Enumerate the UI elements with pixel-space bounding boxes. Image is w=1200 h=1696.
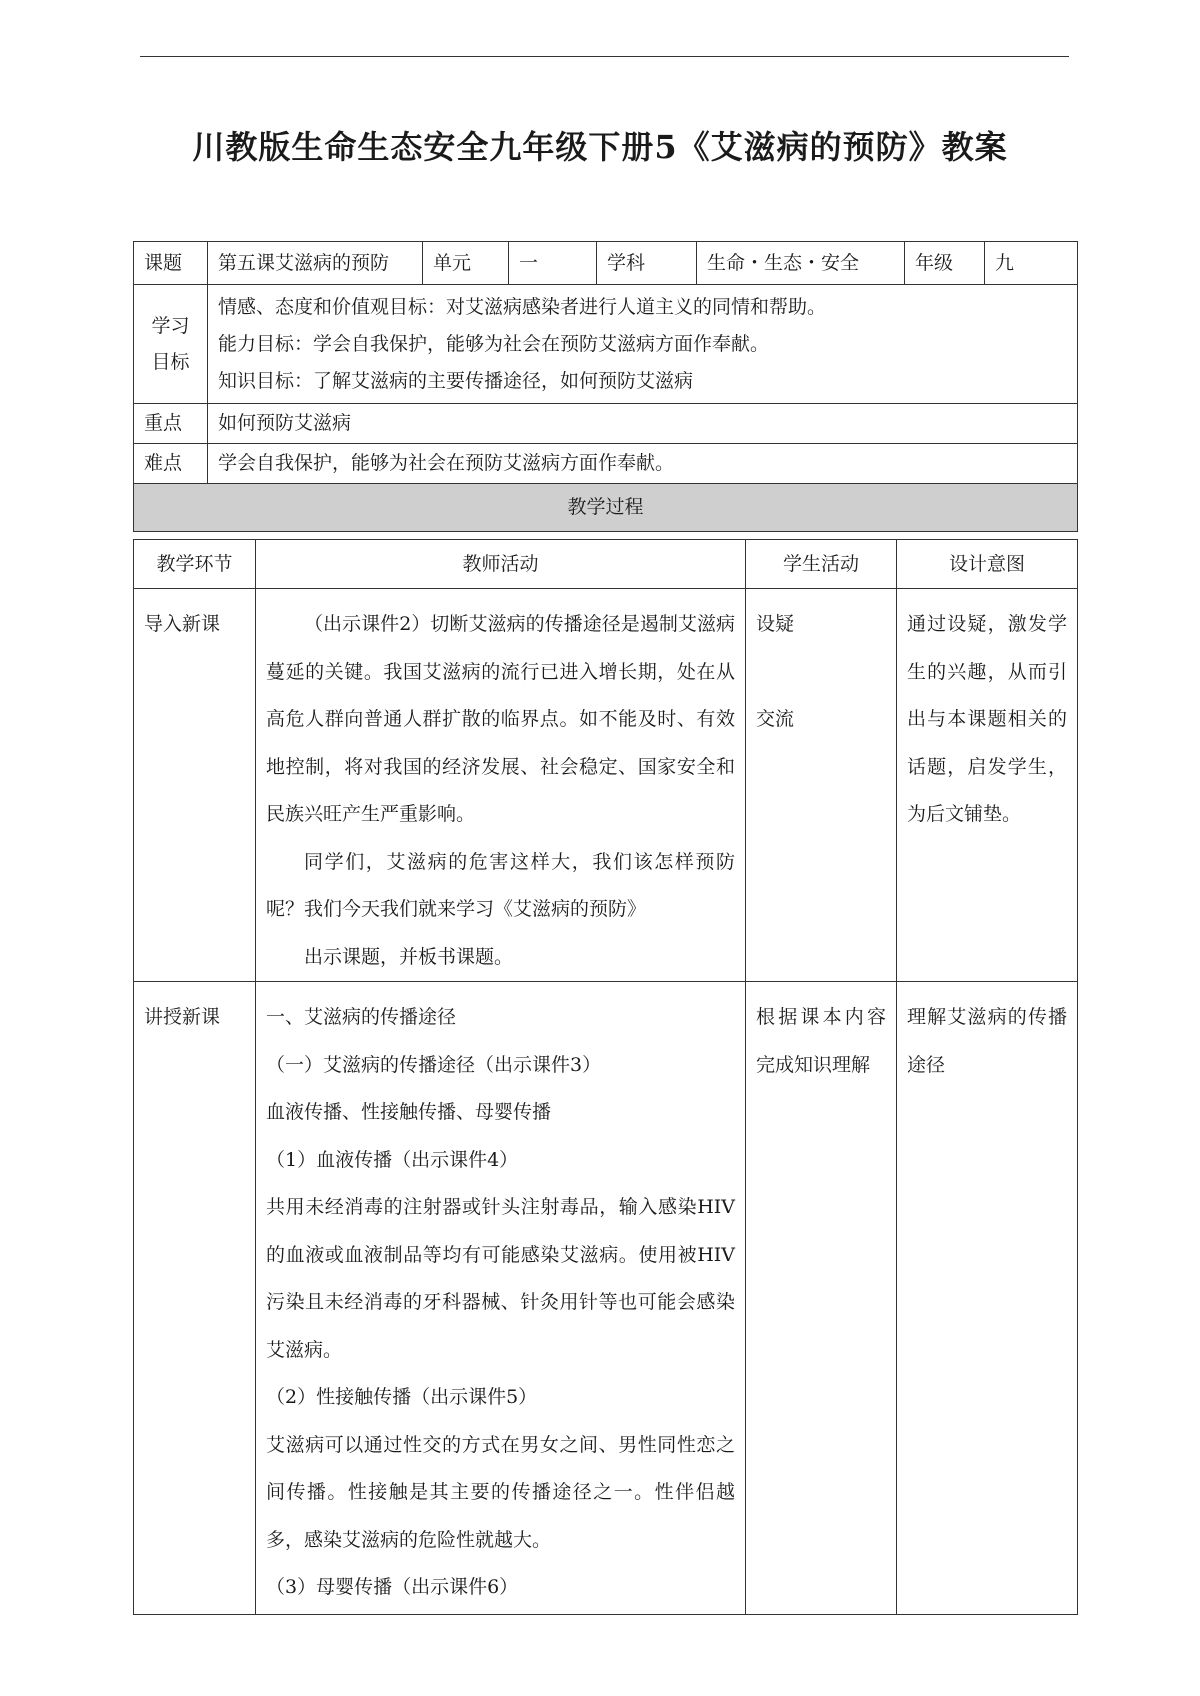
table-row [134, 589, 1078, 982]
teacher-paragraph: （出示课件2）切断艾滋病的传播途径是遏制艾滋病蔓延的关键。我国艾滋病的流行已进入增长期，处在从高危人群向普通人群扩散的临界点。如不能及时、有效地控制，将对我国的经济发展、社会稳定、国家安全和民族兴旺产生严重影响。 [266, 613, 735, 825]
goal-knowledge: 知识目标：了解艾滋病的主要传播途径，如何预防艾滋病 [218, 369, 694, 392]
intent-cell: 通过设疑，激发学生的兴趣，从而引出与本课题相关的话题，启发学生，为后文铺垫。 [897, 589, 1078, 982]
grade-label: 年级 [905, 242, 985, 285]
key-value: 如何预防艾滋病 [208, 404, 1078, 444]
subject-label: 学科 [597, 242, 697, 285]
stage-cell: 讲授新课 [134, 982, 256, 1615]
unit-label: 单元 [423, 242, 509, 285]
stage-cell: 导入新课 [134, 589, 256, 982]
page-title: 川教版生命生态安全九年级下册5《艾滋病的预防》教案 [192, 128, 1008, 166]
goal-ability: 能力目标：学会自我保护，能够为社会在预防艾滋病方面作奉献。 [218, 332, 770, 355]
subject-value: 生命・生态・安全 [697, 242, 905, 285]
difficulty-row [134, 444, 1078, 484]
unit-value: 一 [509, 242, 597, 285]
student-cell: 根据课本内容完成知识理解 [746, 982, 897, 1615]
process-table [133, 539, 1078, 1615]
teacher-cell: 一、艾滋病的传播途径 （一）艾滋病的传播途径（出示课件3） 血液传播、性接触传播、母婴传播 （1）血液传播（出示课件4） 共用未经消毒的注射器或针头注射毒品，输入感染HIV的血液或血液制品等均有可能感染艾滋病。使用被HIV污染且未经消毒的牙科器械、针灸用针等也可能会感染艾滋病。 （2）性接触传播（出示课件5） 艾滋病可以通过性交的方式在男女之间、男性同性恋之间传播。性接触是其主要的传播途径之一。性伴侣越多，感染艾滋病的危险性就越大。 （3）母婴传播（出示课件6） [256, 982, 746, 1615]
col-intent: 设计意图 [897, 540, 1078, 589]
process-label: 教学过程 [134, 484, 1078, 532]
col-teacher: 教师活动 [256, 540, 746, 589]
lesson-info-table [133, 241, 1078, 532]
key-label: 重点 [134, 404, 208, 444]
header-rule [140, 56, 1069, 57]
teacher-paragraph: 出示课题，并板书课题。 [304, 945, 514, 968]
process-header-row [134, 484, 1078, 532]
teacher-cell [256, 589, 746, 982]
col-student: 学生活动 [746, 540, 897, 589]
lesson-label: 课题 [134, 242, 208, 285]
difficulty-value: 学会自我保护，能够为社会在预防艾滋病方面作奉献。 [208, 444, 1078, 484]
goal-emotion: 情感、态度和价值观目标：对艾滋病感染者进行人道主义的同情和帮助。 [218, 295, 827, 318]
lesson-value: 第五课艾滋病的预防 [208, 242, 423, 285]
goals-content [208, 285, 1078, 404]
intent-cell: 理解艾滋病的传播途径 [897, 982, 1078, 1615]
teacher-paragraph: 同学们，艾滋病的危害这样大，我们该怎样预防呢？我们今天我们就来学习《艾滋病的预防》 [266, 850, 735, 920]
goals-label: 学习 目标 [134, 285, 208, 404]
student-cell: 设疑 交流 [746, 589, 897, 982]
grade-value: 九 [985, 242, 1078, 285]
process-columns-row [134, 540, 1078, 589]
info-row [134, 242, 1078, 285]
goals-row [134, 285, 1078, 404]
table-row [134, 982, 1078, 1615]
col-stage: 教学环节 [134, 540, 256, 589]
difficulty-label: 难点 [134, 444, 208, 484]
key-point-row [134, 404, 1078, 444]
